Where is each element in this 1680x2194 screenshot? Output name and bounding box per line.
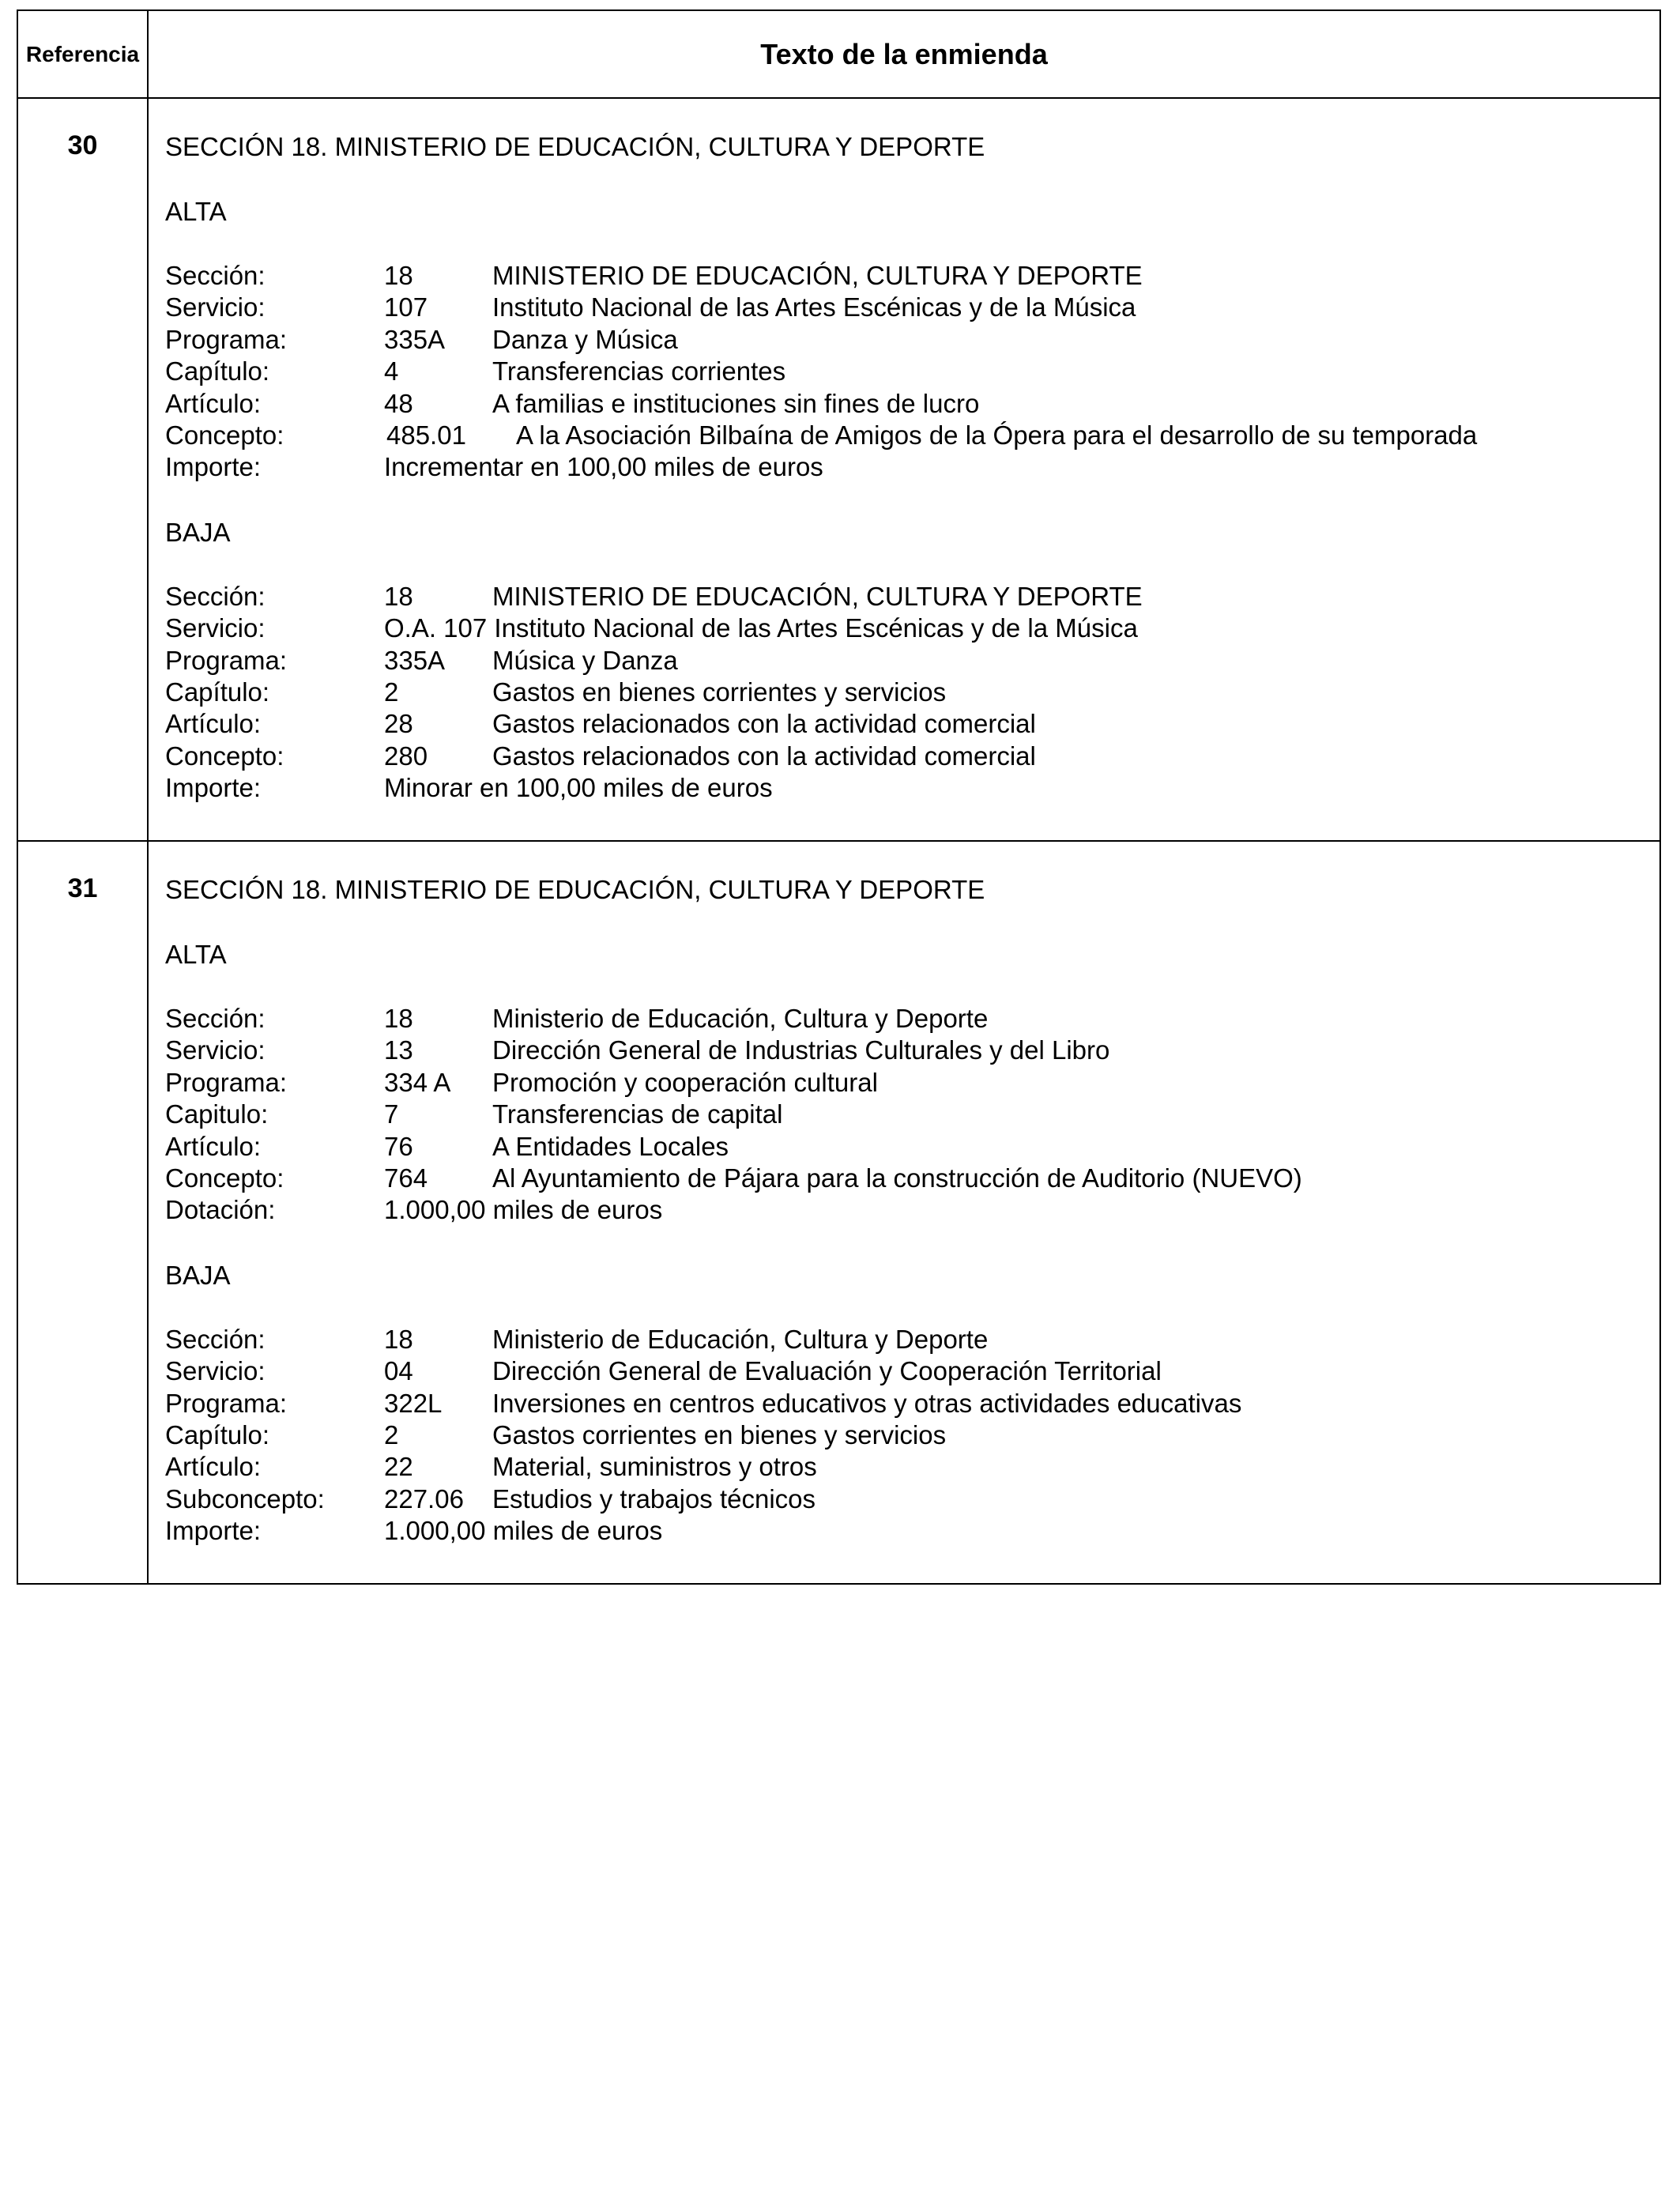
line-description: Danza y Música: [492, 324, 678, 354]
reference-number: 31: [17, 841, 148, 1584]
header-referencia: Referencia: [17, 10, 148, 98]
line-description: Dirección General de Evaluación y Cooperación Territorial: [492, 1356, 1162, 1386]
line-code: 280: [384, 741, 428, 771]
amount-value: 1.000,00 miles de euros: [384, 1195, 663, 1225]
amount-value: Incrementar en 100,00 miles de euros: [384, 452, 823, 482]
amount-line: [165, 772, 1659, 804]
line-code: 48: [384, 388, 413, 418]
line-description: Gastos relacionados con la actividad comercial: [492, 709, 1036, 739]
line-code: 4: [384, 356, 399, 386]
amendment-row-31: [17, 841, 1660, 1584]
line-label: Programa:: [165, 1067, 288, 1097]
line-description: A familias e instituciones sin fines de lucro: [492, 388, 980, 418]
line-item: [165, 677, 1659, 708]
amendment-text: [148, 841, 1660, 1584]
line-description: Música y Danza: [492, 645, 678, 675]
baja-lines: [165, 581, 1659, 805]
line-code: 18: [384, 581, 413, 611]
baja-lines: [165, 1324, 1659, 1547]
line-item: [165, 1035, 1659, 1066]
alta-label: ALTA: [165, 940, 227, 969]
header-texto-enmienda: Texto de la enmienda: [148, 10, 1660, 98]
line-description: A la Asociación Bilbaína de Amigos de la Ópera para el desarrollo de su temporada: [516, 420, 1478, 450]
line-item: [165, 324, 1659, 356]
amount-line: [165, 1194, 1659, 1226]
line-code: 13: [384, 1035, 413, 1065]
line-description: MINISTERIO DE EDUCACIÓN, CULTURA Y DEPORTE: [492, 581, 1143, 611]
line-label: Concepto:: [165, 741, 284, 771]
line-label: Sección:: [165, 261, 266, 290]
line-label: Sección:: [165, 1004, 266, 1033]
line-description: Ministerio de Educación, Cultura y Deporte: [492, 1004, 989, 1033]
line-item: [165, 1355, 1659, 1387]
alta-label: ALTA: [165, 197, 227, 226]
line-code: 7: [384, 1099, 399, 1129]
amount-label: Importe:: [165, 1516, 262, 1546]
line-code: 18: [384, 261, 413, 290]
line-item: [165, 1099, 1659, 1130]
table-header-row: [17, 10, 1660, 98]
amendment-row-30: [17, 98, 1660, 841]
line-label: Programa:: [165, 1388, 288, 1418]
baja-label: BAJA: [165, 1260, 231, 1290]
line-item: [165, 356, 1659, 387]
line-label: Servicio:: [165, 613, 266, 643]
line-item: [165, 1324, 1659, 1355]
alta-lines: [165, 1003, 1659, 1227]
line-code: 485.01: [386, 420, 466, 450]
line-description: Ministerio de Educación, Cultura y Deporte: [492, 1324, 989, 1354]
line-item: [165, 645, 1659, 677]
line-item: [165, 260, 1659, 292]
amount-value: Minorar en 100,00 miles de euros: [384, 773, 773, 803]
line-label: Servicio:: [165, 292, 266, 322]
line-code: 04: [384, 1356, 413, 1386]
line-code: 18: [384, 1004, 413, 1033]
amount-label: Dotación:: [165, 1195, 276, 1225]
line-description: Al Ayuntamiento de Pájara para la construcción de Auditorio (NUEVO): [492, 1163, 1302, 1193]
line-label: Sección:: [165, 581, 266, 611]
line-item: [165, 1003, 1659, 1035]
line-item: [165, 1067, 1659, 1099]
line-item: [165, 613, 1659, 644]
line-description: Instituto Nacional de las Artes Escénicas y de la Música: [492, 292, 1136, 322]
section-title: SECCIÓN 18. MINISTERIO DE EDUCACIÓN, CULTURA Y DEPORTE: [165, 875, 985, 904]
line-description: Transferencias corrientes: [492, 356, 786, 386]
line-description: Inversiones en centros educativos y otras actividades educativas: [492, 1388, 1242, 1418]
line-item: [165, 420, 1659, 451]
line-item: [165, 1163, 1659, 1194]
line-description: Dirección General de Industrias Culturales y del Libro: [492, 1035, 1110, 1065]
line-code: 107: [384, 292, 428, 322]
line-description: A Entidades Locales: [492, 1131, 729, 1161]
alta-lines: [165, 260, 1659, 484]
line-label: Programa:: [165, 645, 288, 675]
line-code: 334 A: [384, 1067, 451, 1097]
line-item: [165, 741, 1659, 772]
line-code: 335A: [384, 324, 446, 354]
line-description: Transferencias de capital: [492, 1099, 783, 1129]
line-code: 764: [384, 1163, 428, 1193]
amendment-text: [148, 98, 1660, 841]
amount-value: 1.000,00 miles de euros: [384, 1516, 663, 1546]
line-code: 227.06: [384, 1483, 464, 1514]
line-label: Concepto:: [165, 1163, 284, 1193]
line-item: [165, 292, 1659, 323]
line-description: Estudios y trabajos técnicos: [492, 1483, 816, 1514]
line-code: 2: [384, 677, 399, 707]
line-label: Subconcepto:: [165, 1483, 325, 1514]
line-label: Capítulo:: [165, 1419, 270, 1449]
line-label: Artículo:: [165, 388, 262, 418]
section-title: SECCIÓN 18. MINISTERIO DE EDUCACIÓN, CULTURA Y DEPORTE: [165, 132, 985, 161]
line-label: Capítulo:: [165, 356, 270, 386]
line-description: MINISTERIO DE EDUCACIÓN, CULTURA Y DEPORTE: [492, 261, 1143, 290]
line-code: 322L: [384, 1388, 443, 1418]
line-description: Material, suministros y otros: [492, 1452, 817, 1482]
line-item: [165, 708, 1659, 740]
line-description: Gastos en bienes corrientes y servicios: [492, 677, 947, 707]
amount-line: [165, 1515, 1659, 1547]
line-code: 22: [384, 1452, 413, 1482]
line-label: Programa:: [165, 324, 288, 354]
line-item: [165, 581, 1659, 613]
line-description: Gastos relacionados con la actividad comercial: [492, 741, 1036, 771]
line-label: Servicio:: [165, 1035, 266, 1065]
line-code: 28: [384, 709, 413, 739]
line-item: [165, 1483, 1659, 1515]
line-item: [165, 1388, 1659, 1419]
line-item: [165, 1131, 1659, 1163]
line-label: Concepto:: [165, 420, 284, 450]
line-description: Promoción y cooperación cultural: [492, 1067, 878, 1097]
line-label: Artículo:: [165, 709, 262, 739]
line-code: 2: [384, 1419, 399, 1449]
line-label: Sección:: [165, 1324, 266, 1354]
line-full-text: O.A. 107 Instituto Nacional de las Artes Escénicas y de la Música: [384, 613, 1138, 643]
line-item: [165, 388, 1659, 420]
line-item: [165, 1419, 1659, 1451]
line-code: 335A: [384, 645, 446, 675]
line-description: Gastos corrientes en bienes y servicios: [492, 1419, 947, 1449]
line-label: Capitulo:: [165, 1099, 269, 1129]
line-code: 76: [384, 1131, 413, 1161]
reference-number: 30: [17, 98, 148, 841]
line-label: Artículo:: [165, 1131, 262, 1161]
line-label: Artículo:: [165, 1452, 262, 1482]
amount-label: Importe:: [165, 773, 262, 803]
amendments-table: [17, 9, 1661, 1585]
amount-label: Importe:: [165, 452, 262, 482]
line-item: [165, 1451, 1659, 1483]
line-label: Capítulo:: [165, 677, 270, 707]
amount-line: [165, 451, 1659, 483]
line-label: Servicio:: [165, 1356, 266, 1386]
line-code: 18: [384, 1324, 413, 1354]
baja-label: BAJA: [165, 517, 231, 547]
